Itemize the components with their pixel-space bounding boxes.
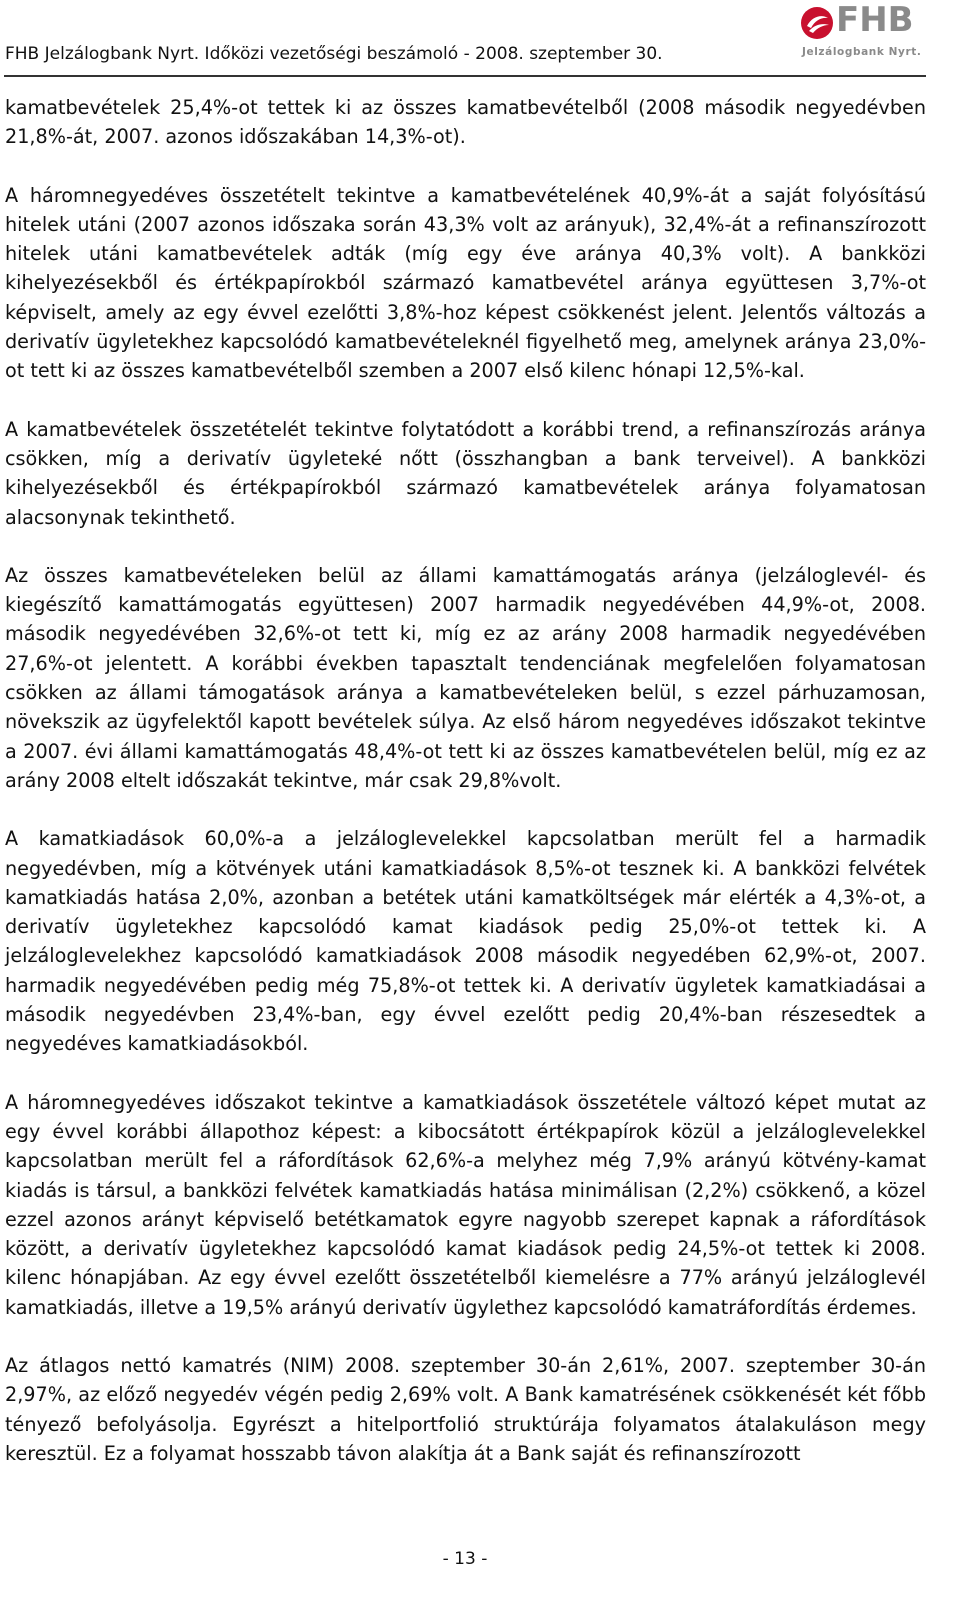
paragraph: A kamatkiadások 60,0%-a a jelzáloglevelekkel kapcsolatban merült fel a harmadik negyedévben, míg a kötvények utáni kamatkiadások 8,5%-ot tesznek ki. A bankközi felvétek kamatkiadás hatása 2,0%, azonban a betétek utáni kamatköltségek már elérték a 4,3%-ot, a derivatív ügyletekhez kapcsolódó kamat kiadások pedig 25,0%-ot tettek ki. A jelzáloglevelekhez kapcsolódó kamatkiadások 2008 második negyedében 62,9%-ot, 2007. harmadik negyedévében pedig még 75,8%-ot tettek ki. A derivatív ügyletek kamatkiadásai a második negyedévben 23,4%-ban, egy évvel ezelőtt pedig 20,4%-ban részesedtek a negyedéves kamatkiadásokból.	[5, 827, 926, 1056]
paragraph: A háromnegyedéves időszakot tekintve a kamatkiadások összetétele változó képet mutat az egy évvel korábbi állapothoz képest: a kibocsátott értékpapírok közül a jelzáloglevelekkel kapcsolatban merült fel a ráfordítások 62,6%-a melyhez még 7,9% arányú kötvény-kamat kiadás is társul, a bankközi felvétek kamatkiadás hatása minimálisan (2,2%) csökkenő, a közel ezzel azonos arányt képviselő betétkamatok egyre nagyobb szerepet kapnak a ráfordítások között, a derivatív ügyletekhez kapcsolódó kamat kiadások pedig 24,5%-ot tettek ki 2008. kilenc hónapjában. Az egy évvel ezelőtt összetételből kiemelésre a 77% arányú jelzáloglevél kamatkiadás, illetve a 19,5% arányú derivatív ügylethez kapcsolódó kamatráfordítás érdemes.	[5, 1090, 926, 1319]
page-number: - 13 -	[442, 1549, 488, 1569]
fhb-logo	[800, 0, 930, 64]
document-body	[5, 93, 926, 1468]
document-title: FHB Jelzálogbank Nyrt. Időközi vezetőségi beszámoló - 2008. szeptember 30.	[5, 44, 663, 64]
paragraph: A kamatbevételek összetételét tekintve folytatódott a korábbi trend, a refinanszírozás aránya csökken, míg a derivatív ügyleteké nőtt (összhangban a bank terveivel). A bankközi kihelyezésekből és értékpapírokból származó kamatbevételek aránya folyamatosan alacsonynak tekinthető.	[5, 417, 926, 529]
logo-subtitle: Jelzálogbank Nyrt.	[802, 46, 922, 58]
fhb-logo-icon	[800, 6, 834, 40]
paragraph: Az összes kamatbevételeken belül az állami kamattámogatás aránya (jelzáloglevél- és kiegészítő kamattámogatás együttesen) 2007 harmadik negyedévében 44,9%-ot, 2008. második negyedévében 32,6%-ot tett ki, míg ez az arány 2008 harmadik negyedévében 27,6%-ot jelentett. A korábbi években tapasztalt tendenciának megfelelően folyamatosan csökken az állami támogatások aránya a kamatbevételeken belül, s ezzel párhuzamosan, növekszik az ügyfelektől kapott bevételek súlya. Az első három negyedéves időszakot tekintve a 2007. évi állami kamattámogatás 48,4%-ot tett ki az összes kamatbevételen belül, míg ez az arány 2008 eltelt időszakát tekintve, már csak 29,8%volt.	[5, 563, 926, 792]
paragraph: kamatbevételek 25,4%-ot tettek ki az összes kamatbevételből (2008 második negyedévben 21,8%-át, 2007. azonos időszakában 14,3%-ot).	[5, 96, 926, 149]
header-divider	[4, 75, 926, 77]
page-header	[0, 0, 960, 80]
paragraph: Az átlagos nettó kamatrés (NIM) 2008. szeptember 30-án 2,61%, 2007. szeptember 30-án 2,97%, az előző negyedév végén pedig 2,69% volt. A Bank kamatrésének csökkenését két főbb tényező befolyásolja. Egyrészt a hitelportfolió struktúrája folyamatos átalakuláson megy keresztül. Ez a folyamat hosszabb távon alakítja át a Bank saját és refinanszírozott	[5, 1353, 926, 1465]
logo-name: FHB	[836, 0, 914, 40]
paragraph: A háromnegyedéves összetételt tekintve a kamatbevételének 40,9%-át a saját folyósítású hitelek utáni (2007 azonos időszaka során 43,3% volt az arányuk), 32,4%-át a refinanszírozott hitelek utáni kamatbevételek adták (míg egy éve aránya 40,3% volt). A bankközi kihelyezésekből és értékpapírokból származó kamatbevétel aránya együttesen 3,7%-ot képviselt, amely az egy évvel ezelőtti 3,8%-hoz képest csökkenést jelent. Jelentős változás a derivatív ügyletekhez kapcsolódó kamatbevételeknél figyelhető meg, amelynek aránya 23,0%-ot tett ki az összes kamatbevételből szemben a 2007 első kilenc hónapi 12,5%-kal.	[5, 183, 926, 383]
